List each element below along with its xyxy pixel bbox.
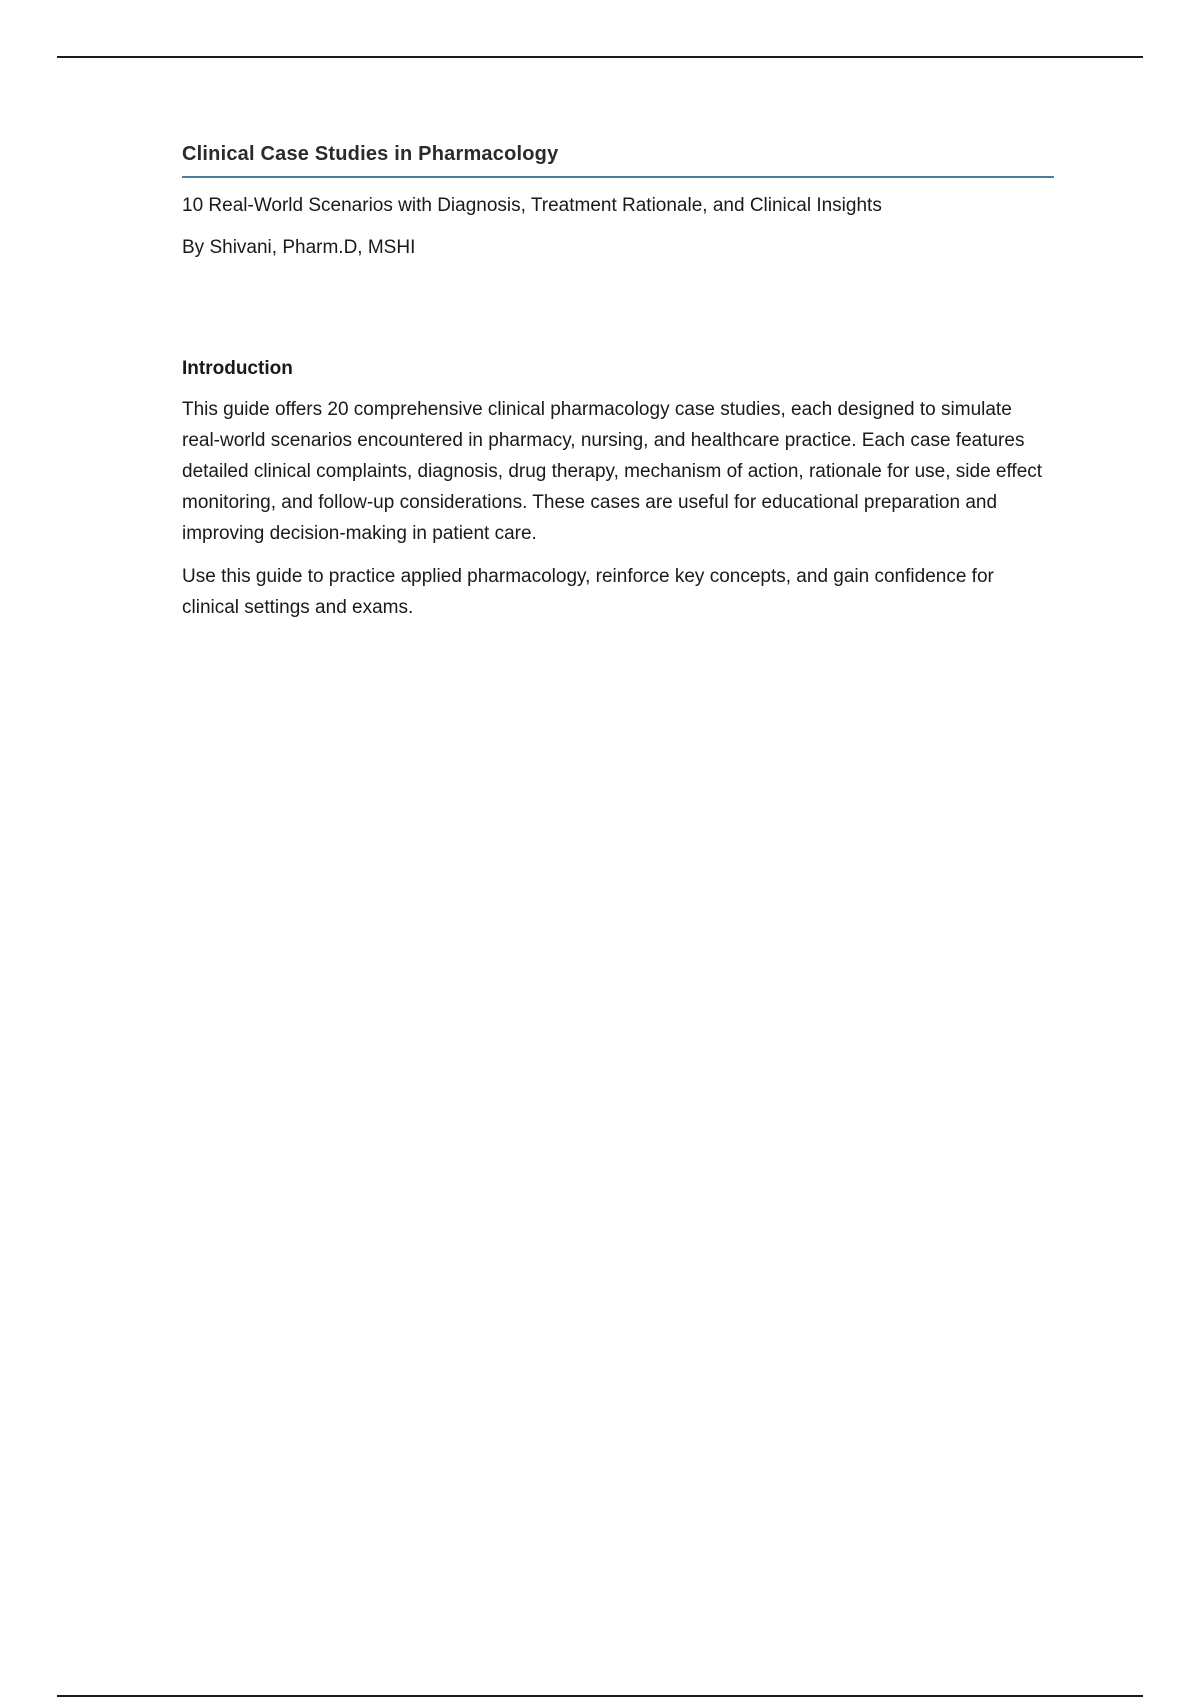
introduction-paragraph: This guide offers 20 comprehensive clinical pharmacology case studies, each designed to simulate real-world scenarios encountered in pharmacy, nursing, and healthcare practice. Each case features detailed clinical complaints, diagnosis, drug therapy, mechanism of action, rationale for use, side effect monitoring, and follow-up considerations. These cases are useful for educational preparation and improving decision-making in patient care. xyxy=(182,399,1043,544)
document-author: By Shivani, Pharm.D, MSHI xyxy=(182,237,416,258)
page-content xyxy=(182,140,1054,623)
introduction-paragraph: Use this guide to practice applied pharmacology, reinforce key concepts, and gain confidence for clinical settings and exams. xyxy=(182,566,994,618)
page-bottom-rule xyxy=(57,1695,1143,1697)
document-subtitle: 10 Real-World Scenarios with Diagnosis, Treatment Rationale, and Clinical Insights xyxy=(182,195,882,216)
page-top-rule xyxy=(57,56,1143,58)
document-title: Clinical Case Studies in Pharmacology xyxy=(182,140,1054,178)
introduction-heading: Introduction xyxy=(182,358,293,379)
